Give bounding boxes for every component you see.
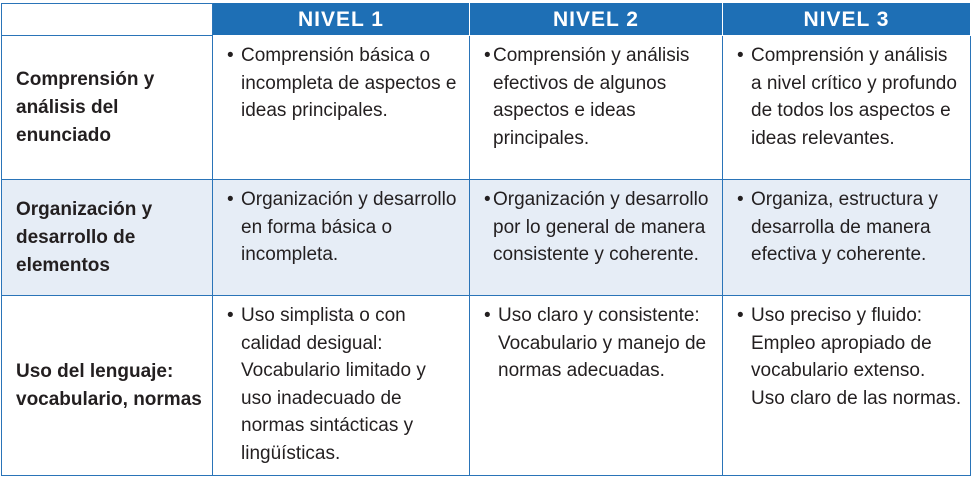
level-cell [723, 36, 971, 180]
level-cell [470, 36, 723, 180]
header-corner [2, 4, 213, 36]
level-cell [213, 296, 470, 476]
level-description: Organiza, estructura y desarrolla de manera efectiva y coherente. [751, 189, 938, 265]
criterion-label: Comprensión y análisis del enunciado [2, 36, 213, 180]
level-description: Comprensión y análisis efectivos de algunos aspectos e ideas principales. [493, 45, 690, 149]
level-description: Organización y desarrollo por lo general de manera consistente y coherente. [493, 189, 709, 265]
level-description: Organización y desarrollo en forma básica o incompleta. [241, 189, 457, 265]
level-cell [470, 296, 723, 476]
bullet-icon: • [484, 189, 491, 210]
rubric-row-lenguaje [2, 296, 971, 476]
level-description: Uso preciso y fluido: Empleo apropiado de vocabulario extenso. Uso claro de las normas. [751, 305, 962, 409]
level-cell [470, 180, 723, 296]
level-cell [213, 180, 470, 296]
criterion-label: Uso del lenguaje: vocabulario, normas [2, 296, 213, 476]
header-row [2, 4, 971, 36]
bullet-icon: • [737, 305, 744, 326]
rubric-row-comprension [2, 36, 971, 180]
criterion-label: Organización y desarrollo de elementos [2, 180, 213, 296]
rubric-row-organizacion [2, 180, 971, 296]
level-cell [213, 36, 470, 180]
bullet-icon: • [737, 45, 744, 66]
bullet-icon: • [227, 305, 234, 326]
bullet-icon: • [484, 305, 491, 326]
header-level-3: NIVEL 3 [723, 4, 971, 36]
level-cell [723, 296, 971, 476]
bullet-icon: • [484, 45, 491, 66]
header-level-1: NIVEL 1 [213, 4, 470, 36]
level-description: Uso claro y consistente: Vocabulario y manejo de normas adecuadas. [498, 305, 707, 381]
bullet-icon: • [227, 189, 234, 210]
rubric-table [1, 3, 971, 476]
level-description: Comprensión básica o incompleta de aspectos e ideas principales. [241, 45, 457, 121]
bullet-icon: • [737, 189, 744, 210]
level-cell [723, 180, 971, 296]
level-description: Comprensión y análisis a nivel crítico y profundo de todos los aspectos e ideas relevantes. [751, 45, 957, 149]
level-description: Uso simplista o con calidad desigual: Vocabulario limitado y uso inadecuado de normas sintácticas y lingüísticas. [241, 305, 426, 464]
header-level-2: NIVEL 2 [470, 4, 723, 36]
bullet-icon: • [227, 45, 234, 66]
